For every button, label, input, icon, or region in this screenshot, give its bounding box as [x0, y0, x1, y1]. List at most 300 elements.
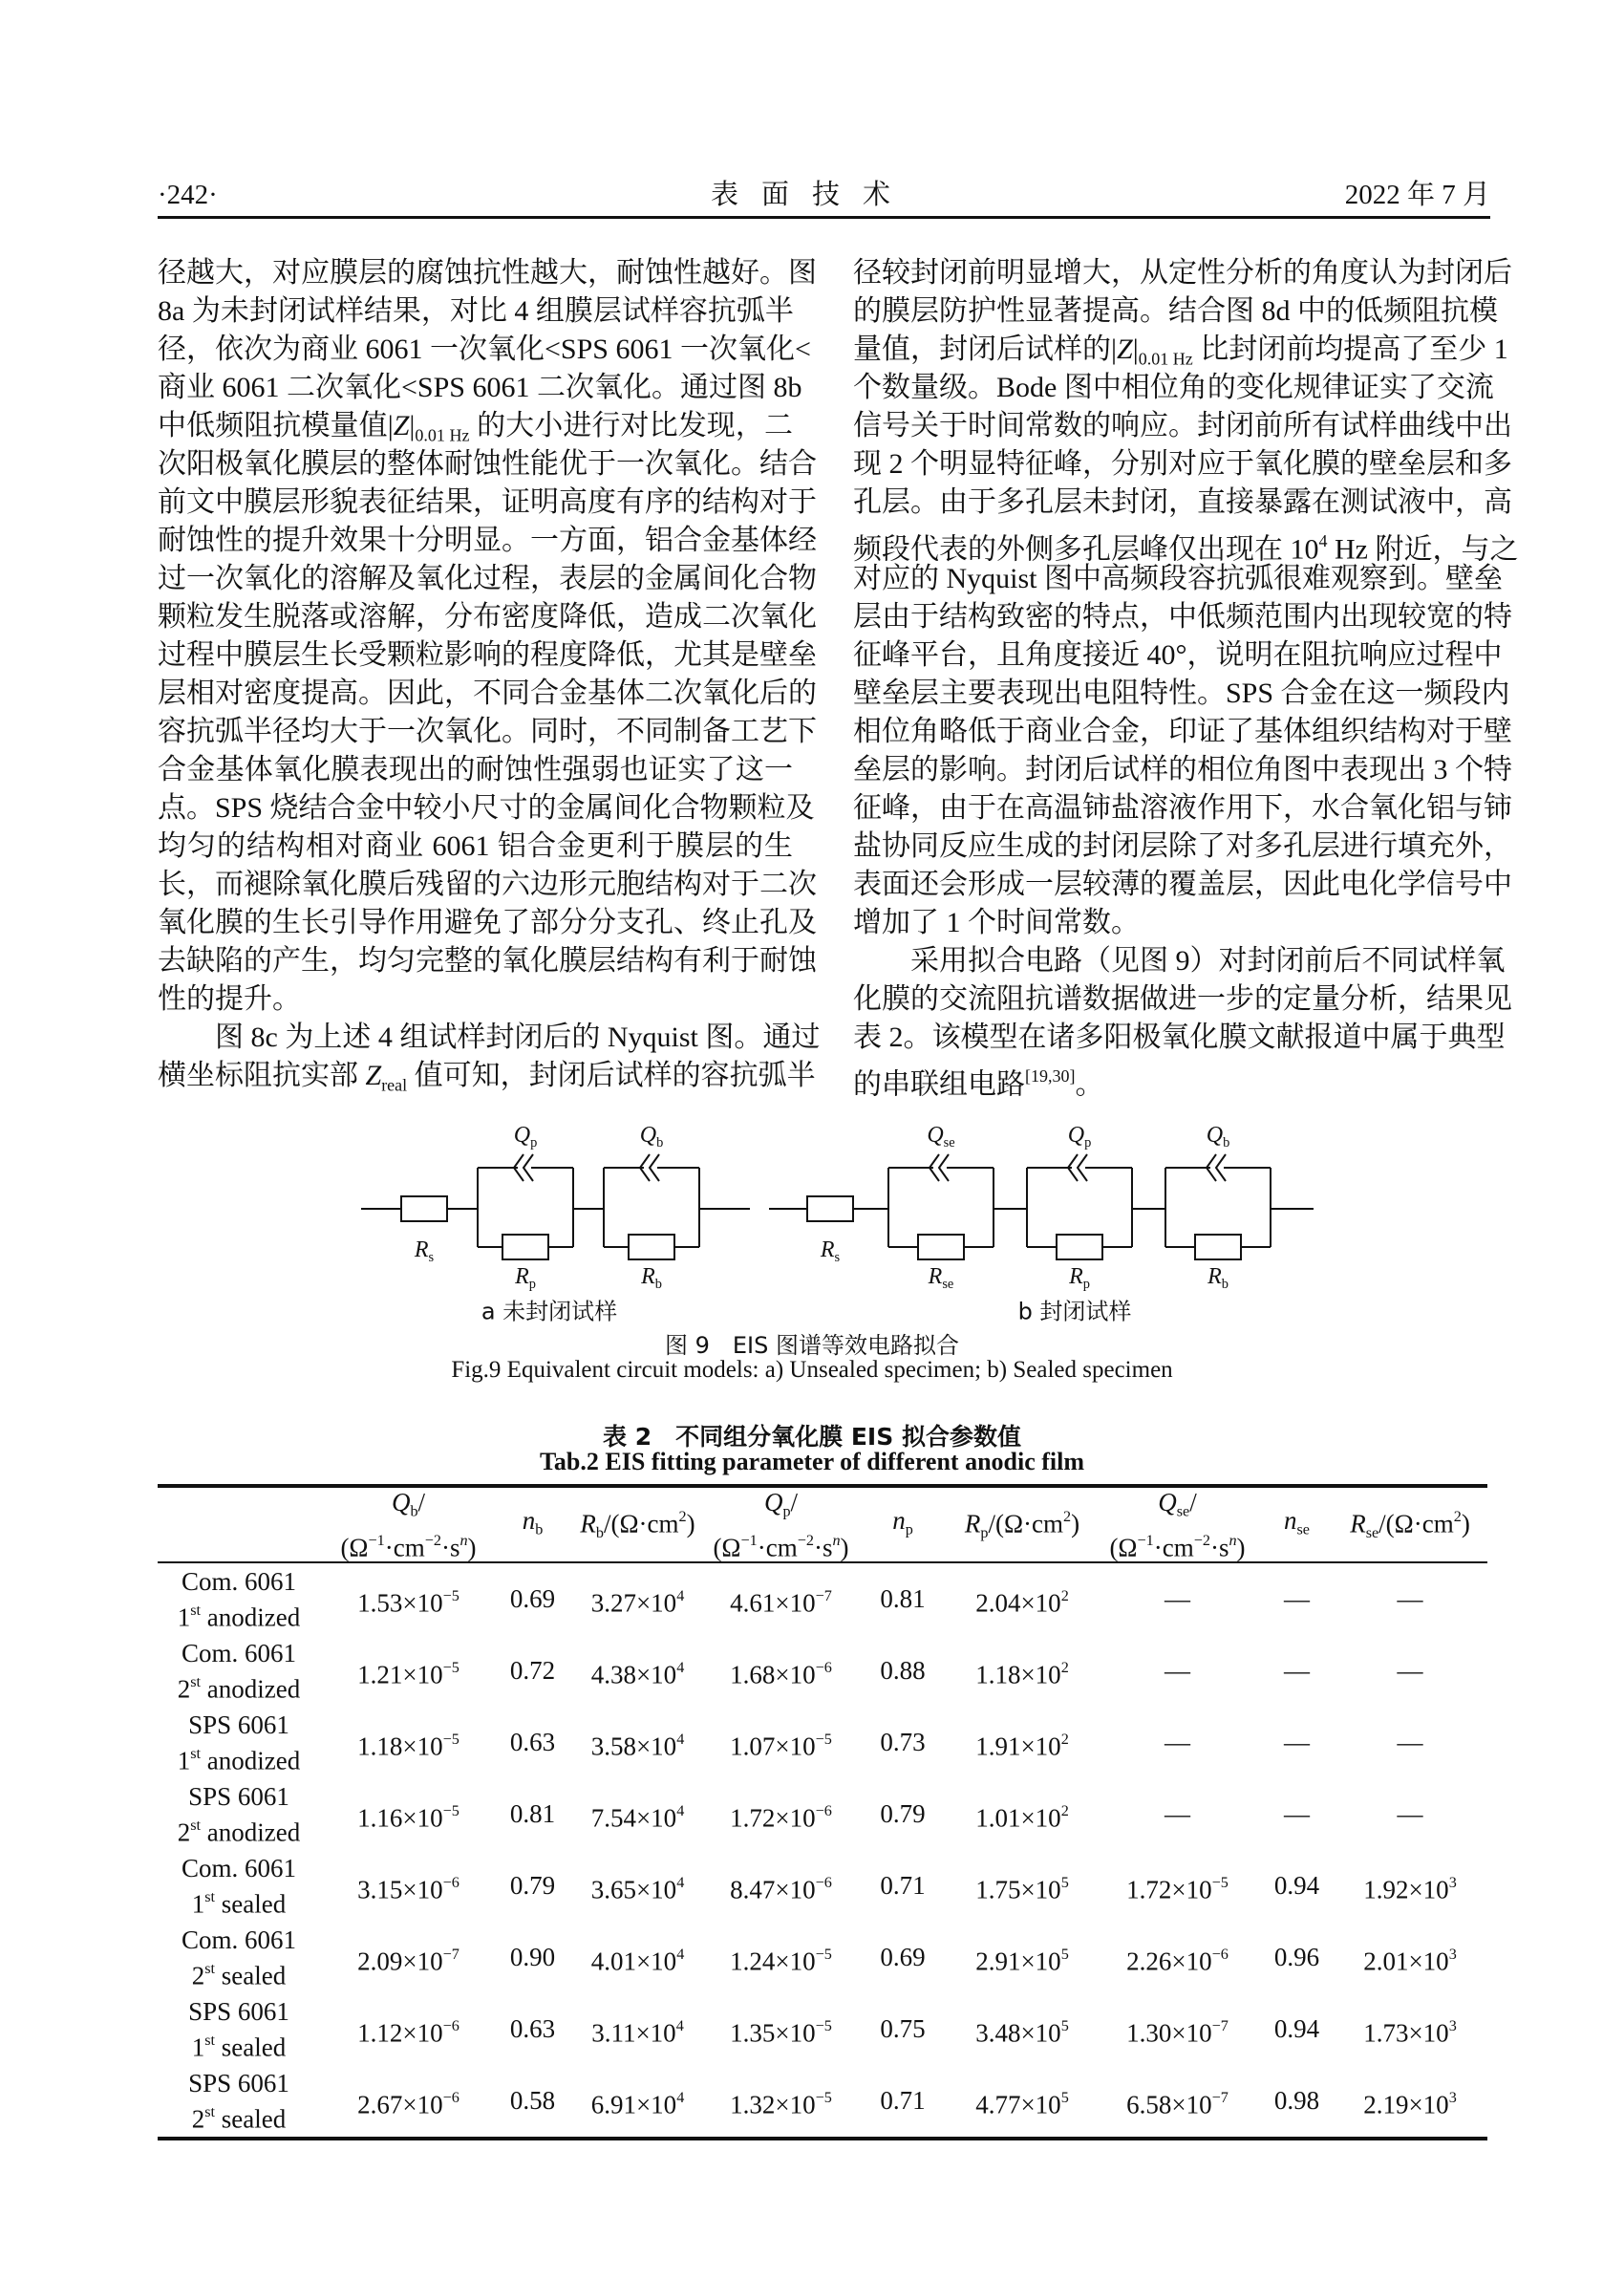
text-segment: 点。SPS 烧结合金中较小尺寸的金属间化合物颗粒及: [158, 792, 815, 824]
issue-date: 2022 年 7 月: [1344, 180, 1490, 210]
text-segment: 4: [676, 1586, 685, 1604]
text-segment: −6: [442, 1873, 459, 1891]
text-line: [853, 598, 1512, 636]
text-segment: 0.63: [509, 1728, 556, 1757]
cell-line: [320, 2083, 497, 2119]
text-segment: b: [656, 1135, 664, 1151]
cell-line: [951, 1725, 1094, 1760]
header-line: [1261, 1506, 1333, 1544]
right-text-column: [853, 254, 1519, 1101]
text-segment: −5: [442, 1658, 459, 1676]
value-cell: [707, 1562, 855, 1635]
text-line: [158, 675, 817, 713]
text-segment: 径较封闭前明显增大，从定性分析的角度认为封闭后: [853, 257, 1512, 289]
text-segment: 1.72×10: [1126, 1875, 1212, 1904]
text-segment: —: [1284, 1799, 1310, 1829]
text-segment: 4: [676, 1873, 685, 1891]
text-segment: /(Ω·cm: [1378, 1509, 1454, 1538]
value-cell: [568, 1778, 707, 1850]
cell-line: [1261, 1656, 1333, 1685]
value-cell: [497, 1922, 568, 1993]
text-line: [158, 331, 811, 369]
text-segment: 1.92×10: [1363, 1875, 1449, 1904]
text-segment: —: [1284, 1584, 1310, 1614]
value-cell: [707, 1993, 855, 2065]
text-segment: 1.68×10: [730, 1660, 816, 1689]
text-segment: 信号关于时间常数的响应。封闭前所有试样曲线中出: [853, 410, 1512, 441]
column-header: [320, 1486, 497, 1562]
cell-line: [951, 2011, 1094, 2047]
text-segment: −2: [797, 1531, 814, 1549]
text-segment: /: [417, 1488, 426, 1516]
text-line: [158, 866, 817, 904]
cell-line: [158, 1854, 320, 1882]
header-line: [707, 1488, 855, 1526]
table-row: [158, 1635, 1487, 1707]
text-segment: 1.72×10: [730, 1803, 816, 1833]
header-rule: [158, 216, 1490, 219]
text-segment: 0.79: [509, 1871, 556, 1901]
text-segment: 3.65×10: [590, 1875, 677, 1904]
text-line: [853, 636, 1503, 675]
table-row: [158, 1922, 1487, 1993]
cell-line: [707, 1796, 855, 1832]
resistor: [629, 1235, 674, 1259]
text-segment: R: [414, 1237, 429, 1262]
text-segment: 8a 为未封闭试样结果，对比 4 组膜层试样容抗弧半: [158, 295, 794, 327]
value-cell: [1261, 1993, 1333, 2065]
cell-line: [707, 2011, 855, 2047]
sample-label-cell: [158, 1850, 320, 1922]
text-segment: Hz 附近，与之: [1327, 533, 1519, 566]
value-cell: [707, 1778, 855, 1850]
text-segment: ): [1236, 1532, 1246, 1561]
cell-line: [855, 1728, 951, 1756]
text-line: [853, 675, 1510, 713]
text-segment: 壁垒层主要表现出电阻特性。SPS 合金在这一频段内: [853, 678, 1510, 709]
circuit-a-label-qp: [514, 1123, 538, 1151]
text-segment: Q: [391, 1488, 411, 1516]
cell-line: [951, 1940, 1094, 1975]
text-segment: 0.72: [509, 1656, 556, 1686]
text-segment: 0.75: [880, 2014, 926, 2044]
text-segment: −7: [1211, 2016, 1229, 2034]
cell-line: [1333, 1728, 1487, 1756]
text-segment: −6: [442, 2088, 459, 2106]
text-segment: 去缺陷的产生，均匀完整的氧化膜层结构有利于耐蚀: [158, 945, 817, 977]
header-line: [951, 1502, 1094, 1547]
text-segment: —: [1165, 1728, 1190, 1757]
text-segment: 层由于结构致密的特点，中低频范围内出现较宽的特: [853, 601, 1512, 633]
cell-line: [158, 1567, 320, 1596]
text-segment: −5: [442, 1730, 459, 1748]
text-segment: Com. 6061: [181, 1925, 296, 1954]
value-cell: [855, 1850, 951, 1922]
text-line: [853, 866, 1512, 904]
text-line: [853, 828, 1512, 866]
value-cell: [497, 1562, 568, 1635]
text-segment: 4: [675, 2016, 684, 2034]
text-segment: ·s: [813, 1532, 833, 1561]
circuit-a-label-rp: [515, 1264, 536, 1293]
value-cell: [951, 1922, 1094, 1993]
text-segment: 4: [676, 2088, 685, 2106]
value-cell: [1333, 2065, 1487, 2139]
text-segment: 4: [1318, 531, 1328, 550]
table-row: [158, 1778, 1487, 1850]
value-cell: [320, 2065, 497, 2139]
text-segment: b: [654, 1277, 662, 1293]
text-segment: 0.94: [1273, 1871, 1320, 1901]
cell-line: [1094, 1799, 1261, 1828]
text-segment: [19,30]: [1025, 1066, 1076, 1086]
cell-line: [497, 1584, 568, 1613]
column-header: [707, 1486, 855, 1562]
header-line: [855, 1506, 951, 1544]
text-segment: 0.58: [509, 2086, 556, 2116]
text-segment: 2.67×10: [357, 2090, 443, 2119]
value-cell: [951, 1993, 1094, 2065]
cell-line: [320, 2011, 497, 2047]
text-segment: s: [428, 1250, 435, 1266]
value-cell: [1094, 1850, 1261, 1922]
text-line: [158, 980, 793, 1019]
text-line: [158, 942, 817, 980]
text-segment: 中低频阻抗模量值|: [158, 410, 394, 441]
cell-line: [158, 1997, 320, 2026]
cell-line: [1261, 1799, 1333, 1828]
text-segment: Q: [763, 1488, 783, 1516]
text-segment: 4: [676, 1730, 685, 1748]
cell-line: [855, 1943, 951, 1971]
value-cell: [568, 1635, 707, 1707]
text-segment: Q: [1206, 1122, 1224, 1148]
text-segment: −5: [815, 1730, 832, 1748]
circuit-b-label-qp: [1068, 1123, 1092, 1151]
resistor: [1057, 1235, 1102, 1259]
value-cell: [568, 1562, 707, 1635]
text-line: [853, 254, 1512, 292]
value-cell: [568, 1922, 707, 1993]
text-segment: 0.01 Hz: [1138, 349, 1193, 369]
text-segment: 表 2。该模型在诸多阳极氧化膜文献报道中属于典型: [853, 1022, 1506, 1053]
text-segment: 3.48×10: [975, 2018, 1061, 2048]
cell-line: [951, 1868, 1094, 1904]
cell-line: [158, 2026, 320, 2061]
text-segment: −1: [740, 1531, 758, 1549]
text-line: [158, 713, 817, 751]
text-segment: 采用拟合电路（见图 9）对封闭前后不同试样氧: [910, 945, 1506, 977]
text-segment: 1.12×10: [357, 2018, 443, 2048]
text-segment: 颗粒发生脱落或溶解，分布密度降低，造成二次氧化: [158, 601, 817, 633]
figure-caption-cn: 图 9 EIS 图谱等效电路拟合: [664, 1332, 959, 1359]
text-segment: 5: [1060, 1873, 1069, 1891]
text-segment: 的串联组电路: [853, 1068, 1025, 1101]
text-segment: 2: [1063, 1508, 1072, 1525]
cell-line: [951, 1581, 1094, 1617]
header-line: [497, 1506, 568, 1544]
text-segment: (Ω: [1109, 1532, 1138, 1561]
cell-line: [158, 1739, 320, 1775]
text-segment: 0.98: [1273, 2086, 1320, 2116]
cell-line: [568, 1581, 707, 1617]
text-segment: 1.75×10: [975, 1875, 1061, 1904]
text-segment: ): [1071, 1509, 1080, 1538]
text-line: [158, 828, 793, 866]
text-segment: p: [1082, 1277, 1090, 1293]
text-segment: 1.53×10: [357, 1588, 443, 1618]
text-line: [853, 1057, 1490, 1101]
cell-line: [1333, 1799, 1487, 1828]
cell-line: [1333, 1868, 1487, 1904]
value-cell: [1333, 1635, 1487, 1707]
text-segment: real: [381, 1075, 408, 1095]
value-cell: [1094, 1635, 1261, 1707]
cell-line: [158, 1596, 320, 1631]
cell-line: [1261, 1584, 1333, 1613]
text-segment: 0.81: [509, 1799, 556, 1829]
text-segment: 化膜的交流阻抗谱数据做进一步的定量分析，结果见: [853, 983, 1512, 1015]
text-segment: st: [204, 2031, 216, 2049]
text-segment: SPS 6061: [188, 1781, 289, 1811]
text-segment: 1: [177, 1746, 191, 1775]
text-segment: 3.15×10: [357, 1875, 443, 1904]
value-cell: [497, 1850, 568, 1922]
header-line: [1094, 1526, 1261, 1561]
text-line: [853, 751, 1512, 789]
text-segment: se: [1296, 1520, 1310, 1538]
text-line: [158, 407, 793, 445]
text-segment: 2: [177, 1818, 191, 1847]
text-segment: —: [1165, 1799, 1190, 1829]
figure-caption-en: Fig.9 Equivalent circuit models: a) Unsealed specimen; b) Sealed specimen: [451, 1357, 1173, 1383]
text-segment: 的大小进行对比发现，二: [469, 410, 793, 441]
left-text-column: [158, 254, 821, 1095]
text-line: [853, 445, 1512, 484]
resistor: [807, 1196, 853, 1221]
value-cell: [1261, 1778, 1333, 1850]
text-segment: Com. 6061: [181, 1853, 296, 1882]
text-segment: −2: [1193, 1531, 1210, 1549]
cell-line: [158, 1925, 320, 1954]
text-segment: 0.01 Hz: [415, 425, 470, 445]
text-segment: 3: [1448, 1945, 1457, 1963]
sample-label-cell: [158, 1778, 320, 1850]
text-line: [158, 369, 802, 407]
cell-line: [1261, 1871, 1333, 1900]
cell-line: [568, 2011, 707, 2047]
text-segment: 1.01×10: [975, 1803, 1061, 1833]
cell-line: [1261, 1943, 1333, 1971]
text-segment: 0.73: [880, 1728, 926, 1757]
value-cell: [320, 1922, 497, 1993]
text-segment: 量值，封闭后试样的|: [853, 333, 1118, 365]
value-cell: [1333, 1850, 1487, 1922]
column-header: [1261, 1486, 1333, 1562]
text-segment: 7.54×10: [590, 1803, 677, 1833]
text-segment: 4.38×10: [590, 1660, 677, 1689]
value-cell: [568, 2065, 707, 2139]
text-segment: 2.19×10: [1363, 2090, 1449, 2119]
header-line: [1333, 1502, 1487, 1547]
text-segment: /: [790, 1488, 799, 1516]
text-segment: 表面还会形成一层较薄的覆盖层，因此电化学信号中: [853, 869, 1512, 900]
text-segment: anodized: [201, 1602, 301, 1632]
text-line: [158, 1057, 816, 1095]
value-cell: [1261, 1922, 1333, 1993]
sample-label-cell: [158, 2065, 320, 2139]
text-segment: anodized: [201, 1818, 301, 1847]
text-segment: b: [410, 1502, 418, 1520]
text-line: [158, 292, 793, 331]
cell-line: [158, 2097, 320, 2133]
value-cell: [855, 2065, 951, 2139]
value-cell: [320, 1635, 497, 1707]
cell-line: [320, 1940, 497, 1975]
text-segment: ·cm: [757, 1532, 798, 1561]
table-row: [158, 2065, 1487, 2139]
text-segment: sealed: [215, 2033, 287, 2062]
text-segment: 6.91×10: [590, 2090, 677, 2119]
text-segment: R: [1207, 1263, 1222, 1289]
text-segment: 2.01×10: [1363, 1947, 1449, 1976]
text-segment: −6: [815, 1801, 832, 1819]
value-cell: [951, 1562, 1094, 1635]
text-segment: Z: [365, 1060, 382, 1091]
text-line: [158, 445, 817, 484]
table-row: [158, 1850, 1487, 1922]
text-segment: 0.88: [880, 1656, 926, 1686]
text-segment: |: [1132, 333, 1139, 365]
circuit-a-caption: a 未封闭试样: [481, 1298, 618, 1325]
text-segment: anodized: [201, 1746, 301, 1775]
text-segment: 1.07×10: [730, 1732, 816, 1761]
value-cell: [855, 1707, 951, 1778]
text-line: [158, 789, 815, 828]
text-segment: 1.91×10: [975, 1732, 1061, 1761]
text-segment: 1.32×10: [730, 2090, 816, 2119]
text-segment: 耐蚀性的提升效果十分明显。一方面，铝合金基体经: [158, 525, 817, 556]
value-cell: [1333, 1922, 1487, 1993]
cell-line: [320, 1725, 497, 1760]
text-segment: 0.71: [880, 1871, 926, 1901]
cell-line: [320, 1868, 497, 1904]
text-segment: Com. 6061: [181, 1638, 296, 1667]
value-cell: [1094, 1993, 1261, 2065]
text-segment: —: [1284, 1656, 1310, 1686]
cell-line: [951, 2083, 1094, 2119]
text-segment: Q: [513, 1122, 531, 1148]
text-segment: 次阳极氧化膜层的整体耐蚀性能优于一次氧化。结合: [158, 448, 817, 480]
cell-line: [1333, 1584, 1487, 1613]
cell-line: [855, 1871, 951, 1900]
text-segment: p: [905, 1520, 913, 1538]
text-segment: 1: [191, 1889, 205, 1919]
text-segment: 3: [1448, 2016, 1457, 2034]
text-segment: /(Ω·cm: [603, 1509, 679, 1538]
text-segment: ): [686, 1509, 695, 1538]
text-segment: 商业 6061 二次氧化<SPS 6061 二次氧化。通过图 8b: [158, 372, 802, 403]
text-segment: —: [1397, 1728, 1423, 1757]
text-segment: 长，而褪除氧化膜后残留的六边形元胞结构对于二次: [158, 869, 817, 900]
text-segment: 3: [1448, 2088, 1457, 2106]
cell-line: [855, 1656, 951, 1685]
text-segment: /(Ω·cm: [988, 1509, 1064, 1538]
value-cell: [497, 1707, 568, 1778]
cell-line: [497, 1799, 568, 1828]
circuit-b-label-qse: [927, 1123, 954, 1151]
text-segment: st: [204, 1959, 216, 1977]
value-cell: [1333, 1993, 1487, 2065]
text-segment: n: [522, 1505, 536, 1535]
value-cell: [568, 1707, 707, 1778]
text-line: [853, 942, 1506, 980]
text-segment: −6: [815, 1873, 832, 1891]
text-segment: ·s: [440, 1532, 460, 1561]
cell-line: [158, 1782, 320, 1811]
journal-title: 表面技术: [710, 180, 913, 210]
value-cell: [320, 1850, 497, 1922]
value-cell: [568, 1993, 707, 2065]
cell-line: [497, 1728, 568, 1756]
sample-label-cell: [158, 1922, 320, 1993]
text-segment: 3.11×10: [591, 2018, 676, 2048]
text-segment: 2: [191, 1961, 205, 1990]
text-segment: Q: [927, 1122, 944, 1148]
text-segment: p: [980, 1523, 989, 1541]
header-line: [568, 1502, 707, 1547]
resistor: [918, 1235, 964, 1259]
text-segment: 现 2 个明显特征峰，分别对应于氧化膜的壁垒层和多: [853, 448, 1512, 480]
value-cell: [707, 1707, 855, 1778]
table-row: [158, 1993, 1487, 2065]
text-segment: 个数量级。Bode 图中相位角的变化规律证实了交流: [853, 372, 1494, 403]
cell-line: [1094, 2083, 1261, 2119]
eis-fitting-table: [158, 1484, 1487, 2140]
cell-line: [1094, 1728, 1261, 1756]
text-segment: p: [530, 1135, 538, 1151]
text-segment: 径，依次为商业 6061 一次氧化<SPS 6061 一次氧化<: [158, 333, 811, 365]
text-line: [853, 980, 1512, 1019]
text-segment: 4.77×10: [975, 2090, 1061, 2119]
text-segment: R: [1069, 1263, 1083, 1289]
text-segment: st: [190, 1672, 202, 1690]
text-segment: 过一次氧化的溶解及氧化过程，表层的金属间化合物: [158, 563, 817, 594]
text-line: [853, 713, 1512, 751]
text-segment: SPS 6061: [188, 1710, 289, 1739]
text-segment: 4: [676, 1945, 685, 1963]
text-segment: n: [1229, 1531, 1237, 1549]
table-caption-en: Tab.2 EIS fitting parameter of different anodic film: [539, 1448, 1085, 1475]
value-cell: [497, 1993, 568, 2065]
value-cell: [951, 1778, 1094, 1850]
cell-line: [320, 1796, 497, 1832]
text-segment: −7: [815, 1586, 832, 1604]
text-segment: Com. 6061: [181, 1566, 296, 1596]
text-line: [158, 560, 817, 598]
text-segment: 2.09×10: [357, 1947, 443, 1976]
value-cell: [497, 2065, 568, 2139]
text-line: [158, 751, 793, 789]
value-cell: [1094, 1707, 1261, 1778]
text-segment: −5: [815, 2088, 832, 2106]
cell-line: [158, 1954, 320, 1990]
text-segment: —: [1284, 1728, 1310, 1757]
text-segment: 。: [1075, 1068, 1104, 1101]
cell-line: [1261, 2086, 1333, 2115]
text-segment: 2: [1060, 1801, 1069, 1819]
text-segment: 4: [676, 1801, 685, 1819]
